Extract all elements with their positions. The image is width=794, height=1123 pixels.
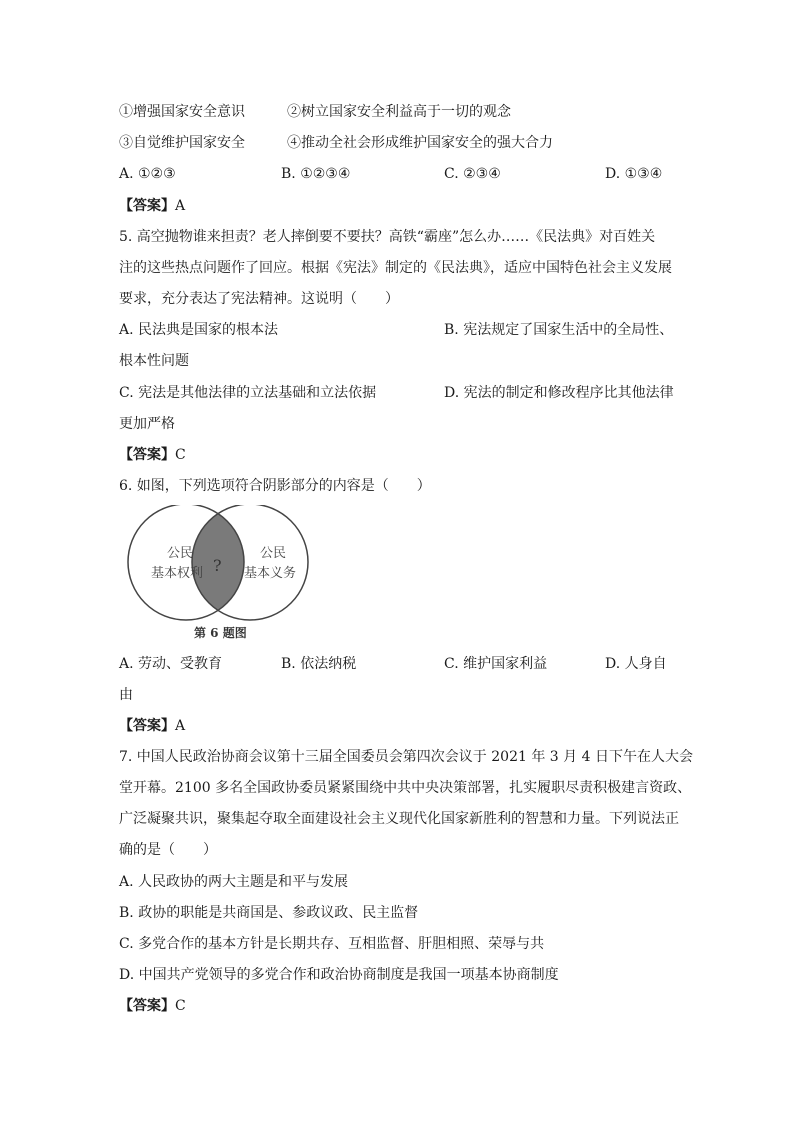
q4-choice-a: A. ①②③: [119, 166, 176, 182]
q4-option-4: ④推动全社会形成维护国家安全的强大合力: [287, 135, 553, 151]
venn-diagram: [124, 505, 314, 645]
answer-value: C: [175, 998, 186, 1014]
q7-choice-a: A. 人民政协的两大主题是和平与发展: [119, 874, 349, 890]
venn-left-label-1: 公民: [167, 546, 194, 561]
q5-choice-a: A. 民法典是国家的根本法: [119, 322, 279, 338]
q6-choice-d-cont: 由: [119, 687, 133, 703]
q5-choice-d: D. 宪法的制定和修改程序比其他法律: [444, 385, 674, 401]
q5-choice-d-cont: 更加严格: [119, 416, 175, 432]
figure-caption: 第 6 题图: [194, 626, 247, 640]
q6-choice-b: B. 依法纳税: [281, 656, 357, 672]
q5-stem-line-3: 要求，充分表达了宪法精神。这说明（ ）: [119, 291, 399, 307]
q4-choice-d: D. ①③④: [605, 166, 663, 182]
q4-answer: [119, 197, 185, 215]
q6-choice-c: C. 维护国家利益: [444, 656, 548, 672]
venn-right-label-1: 公民: [260, 546, 287, 561]
q4-option-3: ③自觉维护国家安全: [119, 135, 245, 151]
answer-value: A: [175, 718, 186, 734]
answer-tag: 【答案】: [119, 447, 175, 463]
answer-tag: 【答案】: [119, 998, 175, 1014]
answer-value: C: [175, 447, 186, 463]
q7-choice-c: C. 多党合作的基本方针是长期共存、互相监督、肝胆相照、荣辱与共: [119, 936, 545, 952]
q6-choice-a: A. 劳动、受教育: [119, 656, 223, 672]
q5-stem-line-1: 5. 高空抛物谁来担责？老人摔倒要不要扶？高铁“霸座”怎么办……《民法典》对百姓关: [119, 229, 656, 245]
q7-stem-line-4: 确的是（ ）: [119, 842, 217, 858]
q5-answer: [119, 446, 186, 464]
venn-left-label-2: 基本权利: [151, 566, 204, 581]
q6-answer: [119, 717, 185, 735]
q7-stem-line-1: 7. 中国人民政治协商会议第十三届全国委员会第四次会议于 2021 年 3 月 4 日下午在人大会: [119, 749, 693, 765]
q7-choice-d: D. 中国共产党领导的多党合作和政治协商制度是我国一项基本协商制度: [119, 967, 559, 983]
venn-overlap-question: ?: [213, 556, 222, 575]
q6-stem: 6. 如图，下列选项符合阴影部分的内容是（ ）: [119, 478, 431, 494]
venn-right-label-2: 基本义务: [244, 566, 297, 581]
q5-choice-b-cont: 根本性问题: [119, 353, 189, 369]
q7-choice-b: B. 政协的职能是共商国是、参政议政、民主监督: [119, 905, 419, 921]
answer-tag: 【答案】: [119, 198, 175, 214]
q4-choice-b: B. ①②③④: [281, 166, 351, 182]
q7-stem-line-3: 广泛凝聚共识，聚集起夺取全面建设社会主义现代化国家新胜利的智慧和力量。下列说法正: [119, 811, 679, 827]
q5-stem-line-2: 注的这些热点问题作了回应。根据《宪法》制定的《民法典》，适应中国特色社会主义发展: [119, 260, 672, 276]
answer-value: A: [175, 198, 186, 214]
answer-tag: 【答案】: [119, 718, 175, 734]
q5-choice-b: B. 宪法规定了国家生活中的全局性、: [444, 322, 674, 338]
q6-choice-d: D. 人身自: [605, 656, 667, 672]
q4-choice-c: C. ②③④: [444, 166, 501, 182]
q4-option-2: ②树立国家安全利益高于一切的观念: [287, 104, 511, 120]
q4-option-1: ①增强国家安全意识: [119, 104, 245, 120]
q7-answer: [119, 997, 186, 1015]
q7-stem-line-2: 堂开幕。2100 多名全国政协委员紧紧围绕中共中央决策部署，扎实履职尽责积极建言资政、: [119, 780, 692, 796]
q5-choice-c: C. 宪法是其他法律的立法基础和立法依据: [119, 385, 377, 401]
